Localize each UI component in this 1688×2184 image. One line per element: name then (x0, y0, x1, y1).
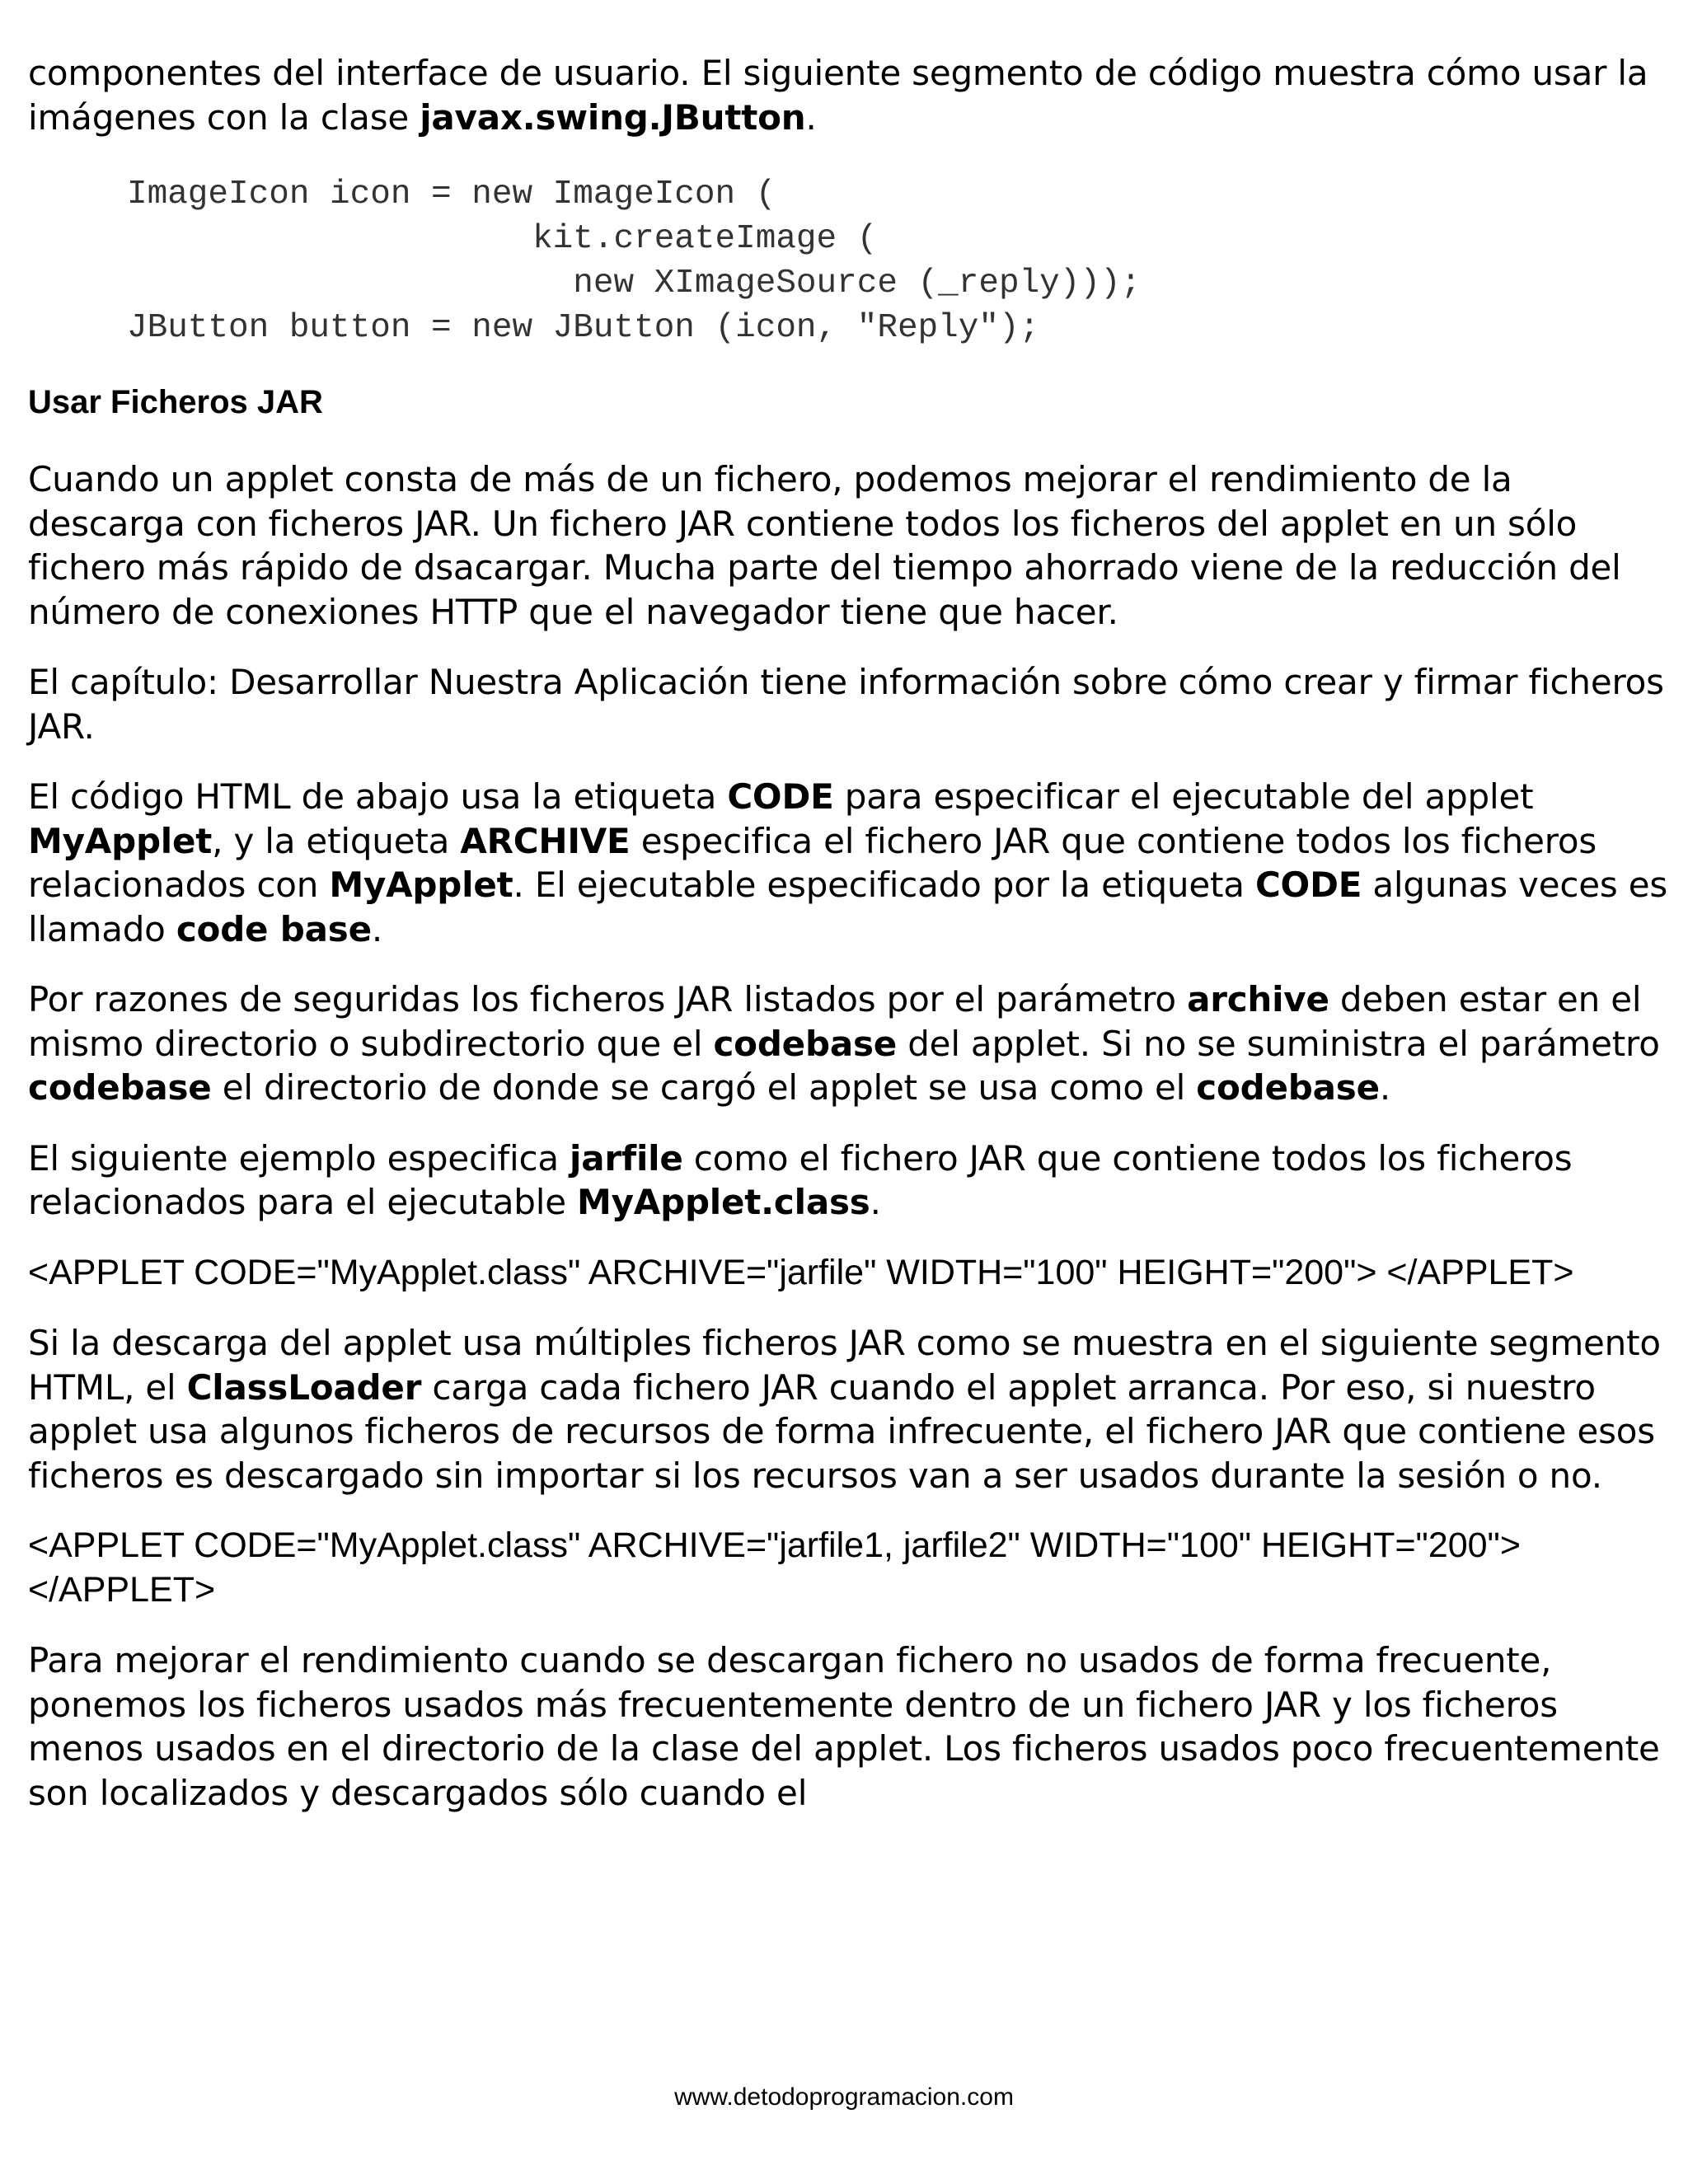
bold-term: ClassLoader (186, 1366, 422, 1408)
code-line: kit.createImage ( (127, 220, 878, 258)
document-page (28, 51, 1668, 1841)
section-heading: Usar Ficheros JAR (28, 384, 323, 420)
text-run: . (371, 908, 383, 949)
text-run: , y la etiqueta (212, 820, 461, 861)
bold-term: MyApplet.class (577, 1182, 870, 1222)
text-run: Si la descarga del applet usa múltiples ficheros JAR como se muestra en el siguiente segmento HTML, el (28, 1323, 1661, 1408)
paragraph-multiple-jars (28, 1321, 1668, 1497)
bold-term: CODE (1254, 865, 1362, 905)
text-run: Por razones de seguridas los ficheros JAR listados por el parámetro (28, 979, 1188, 1019)
code-line: new XImageSource (_reply))); (127, 265, 1142, 302)
applet-tag-single: <APPLET CODE="MyApplet.class" ARCHIVE="jarfile" WIDTH="100" HEIGHT="200"> </APPLET> (28, 1252, 1574, 1292)
bold-term: codebase (1196, 1067, 1380, 1108)
text-run: El código HTML de abajo usa la etiqueta (28, 776, 728, 817)
footer-url: www.detodoprogramacion.com (674, 2083, 1014, 2111)
text-run: deben estar en el mismo directorio o subdirectorio que el (28, 979, 1642, 1064)
paragraph-security (28, 977, 1668, 1110)
text-run: . El ejecutable especificado por la etiqueta (513, 865, 1255, 905)
bold-term: code base (176, 908, 372, 949)
text-run: el directorio de donde se cargó el applet se usa como el (211, 1067, 1197, 1108)
text-run: como el fichero JAR que contiene todos los ficheros relacionados para el ejecutable (28, 1137, 1573, 1222)
text-run: carga cada fichero JAR cuando el applet arranca. Por eso, si nuestro applet usa algunos ficheros de recursos de forma infrecuente, el fichero JAR que contiene esos ficheros es descargado sin importar si los recursos van a ser usados durante la sesión o no. (28, 1366, 1655, 1496)
applet-tag-multiple: <APPLET CODE="MyApplet.class" ARCHIVE="jarfile1, jarfile2" WIDTH="100" HEIGHT="200"> </APPLET> (28, 1526, 1521, 1610)
text-run: . (1379, 1067, 1391, 1108)
text-run: . (870, 1182, 881, 1222)
bold-term: archive (1187, 979, 1329, 1019)
code-block (28, 172, 1668, 350)
paragraph-example (28, 1137, 1668, 1225)
text-run: para especificar el ejecutable del applet (833, 776, 1534, 817)
paragraph-jar-intro: Cuando un applet consta de más de un fichero, podemos mejorar el rendimiento de la descarga con ficheros JAR. Un fichero JAR contiene todos los ficheros del applet en un sólo fichero más rápido de dsacargar. Mucha parte del tiempo ahorrado viene de la reducción del número de conexiones HTTP que el navegador tiene que hacer. (28, 459, 1621, 632)
code-line: JButton button = new JButton (icon, "Reply"); (127, 309, 1040, 347)
text-run: El siguiente ejemplo especifica (28, 1137, 570, 1179)
bold-term: MyApplet (329, 865, 513, 905)
text-run: especifica el fichero JAR que contiene todos los ficheros relacionados con (28, 820, 1597, 905)
paragraph-chapter-ref: El capítulo: Desarrollar Nuestra Aplicación tiene información sobre cómo crear y firmar ficheros JAR. (28, 662, 1664, 747)
bold-term: javax.swing.JButton (420, 96, 806, 138)
text-run: componentes del interface de usuario. El siguiente segmento de código muestra cómo usar la imágenes con la clase (28, 53, 1648, 138)
paragraph-intro (28, 51, 1668, 139)
bold-term: MyApplet (28, 820, 213, 861)
bold-term: jarfile (570, 1137, 683, 1179)
bold-term: CODE (727, 776, 834, 817)
bold-term: codebase (713, 1023, 898, 1064)
text-run: algunas veces es llamado (28, 865, 1668, 949)
paragraph-performance: Para mejorar el rendimiento cuando se descargan fichero no usados de forma frecuente, ponemos los ficheros usados más frecuentemente dentro de un fichero JAR y los ficheros menos usados en el directorio de la clase del applet. Los ficheros usados poco frecuentemente son localizados y descargados sólo cuando el (28, 1640, 1660, 1813)
paragraph-code-tag (28, 775, 1668, 951)
code-line: ImageIcon icon = new ImageIcon ( (127, 176, 776, 213)
bold-term: ARCHIVE (460, 820, 631, 861)
text-run: del applet. Si no se suministra el parámetro (897, 1023, 1660, 1064)
bold-term: codebase (28, 1067, 212, 1108)
text-run: . (805, 96, 817, 138)
